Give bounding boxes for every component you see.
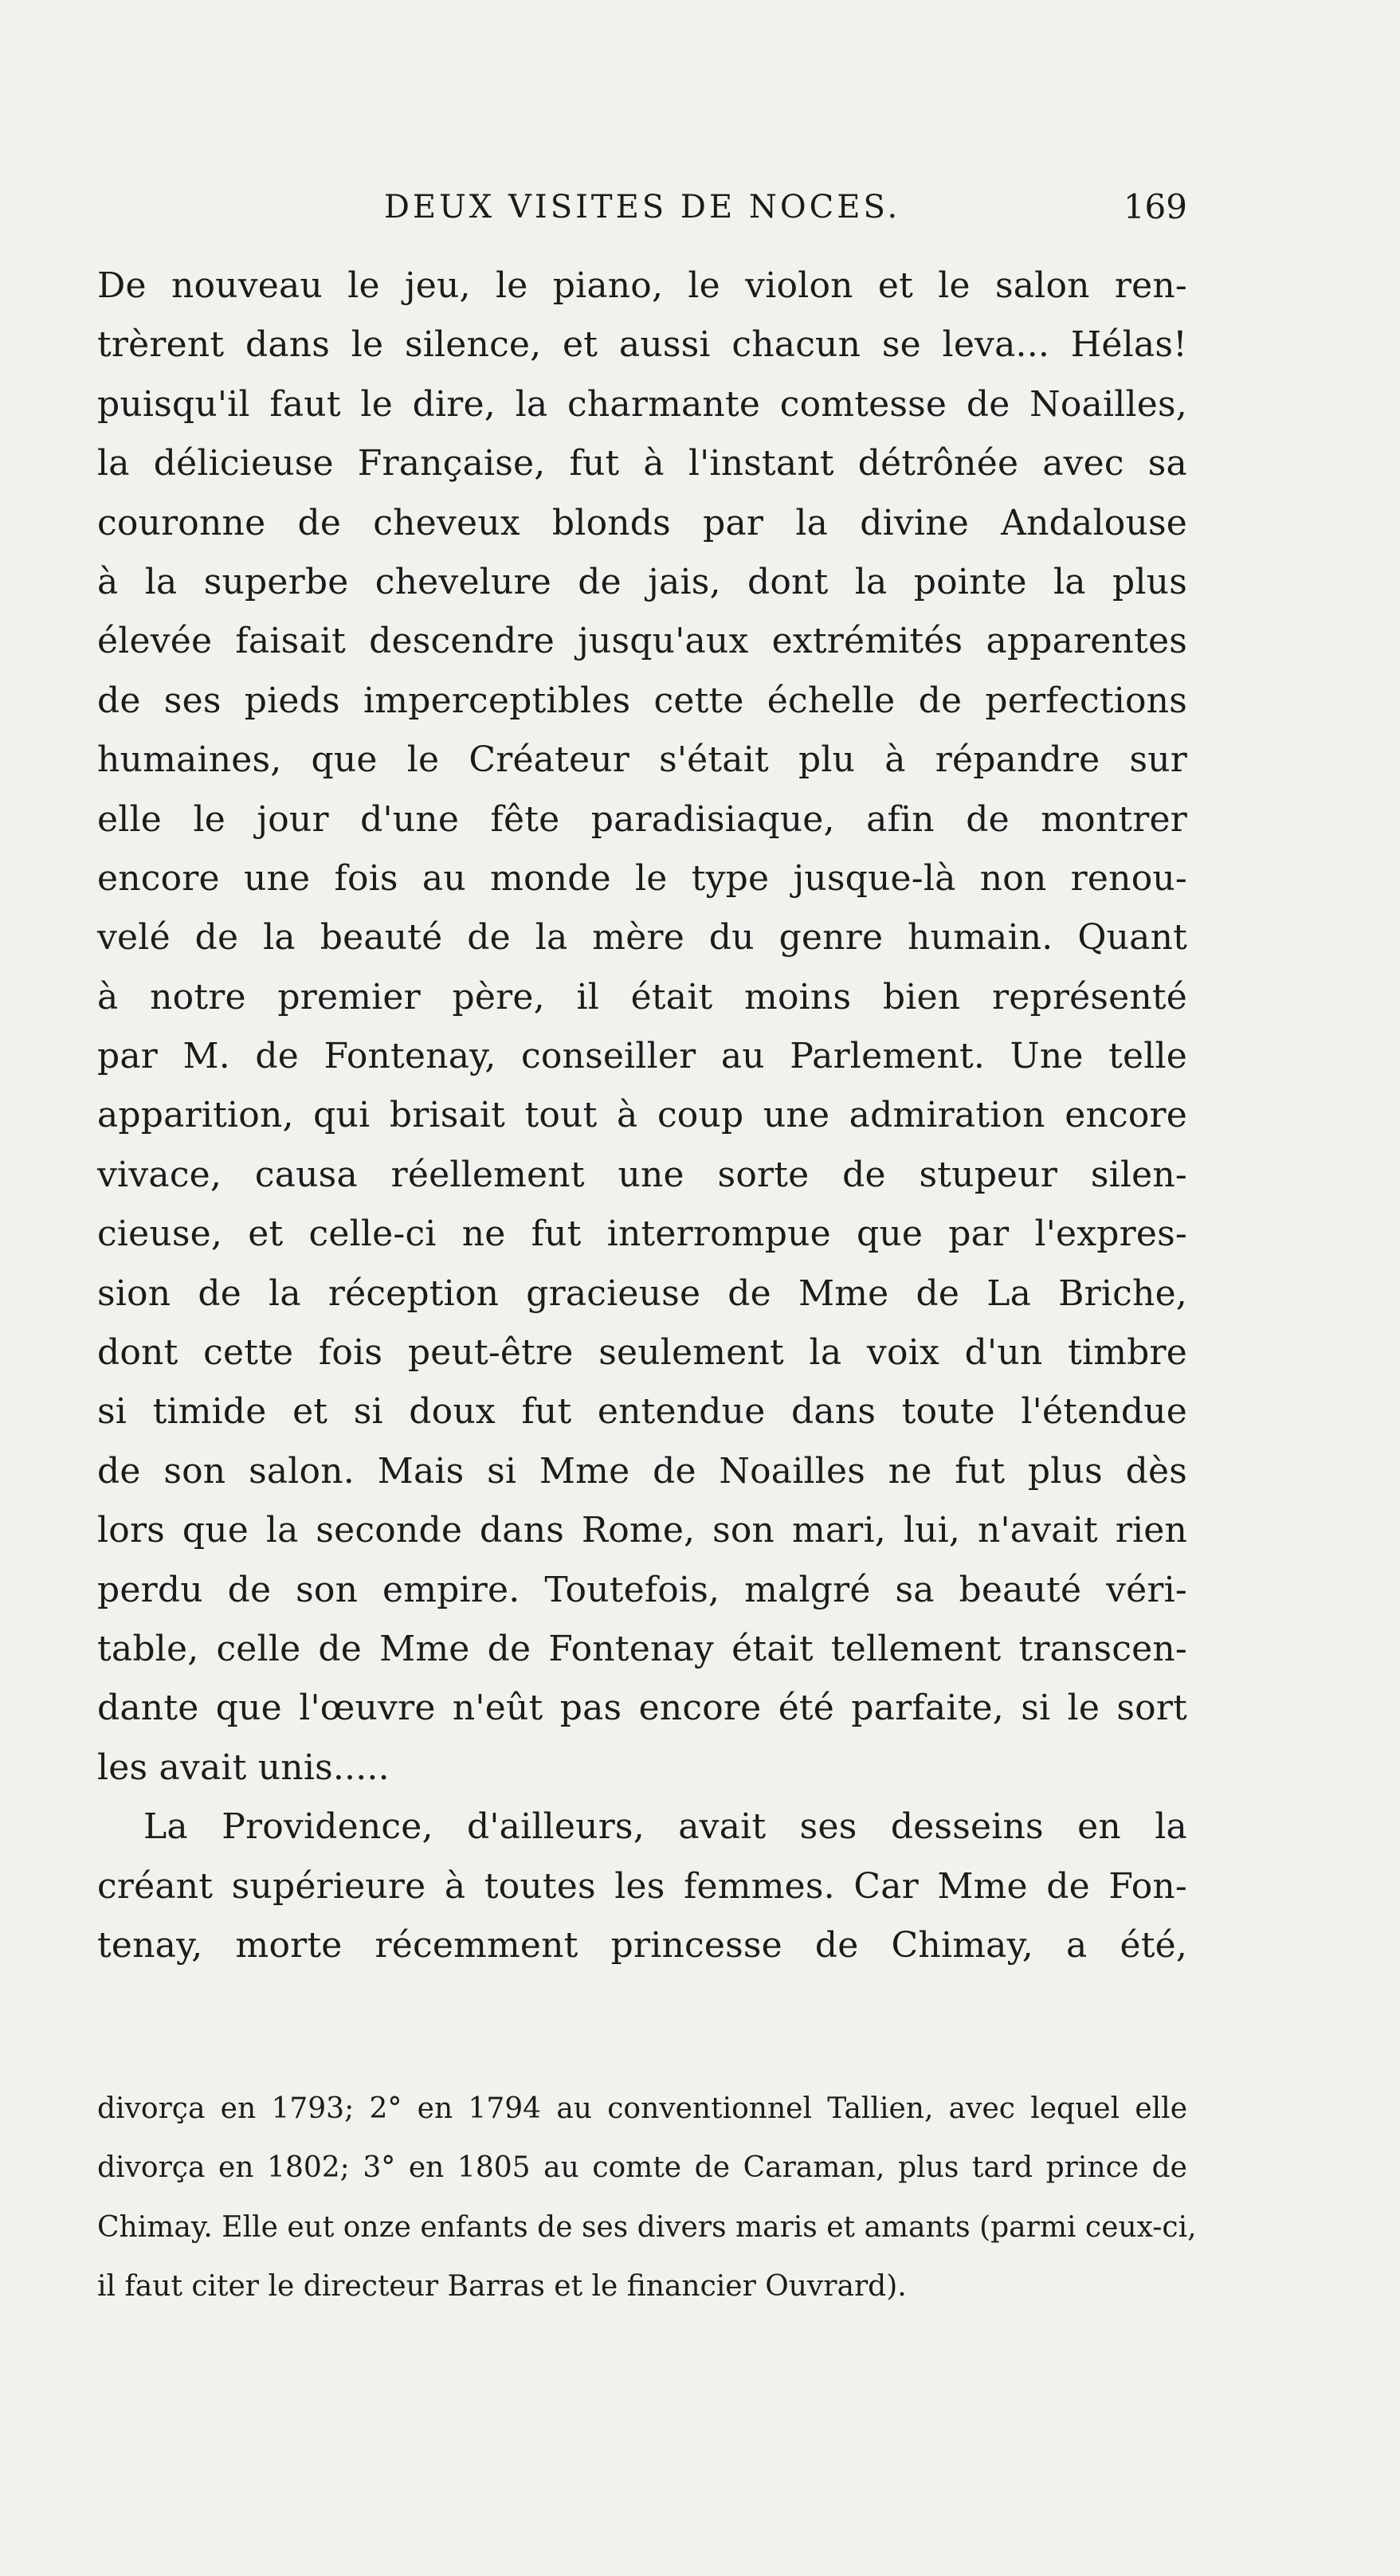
text-line: par M. de Fontenay, conseiller au Parlement. Une telle xyxy=(97,1036,1187,1077)
text-line: couronne de cheveux blonds par la divine Andalouse xyxy=(97,502,1187,543)
running-title: DEUX VISITES DE NOCES. xyxy=(383,189,901,225)
text-line: puisqu'il faut le dire, la charmante comtesse de Noailles, xyxy=(97,383,1187,425)
text-line: la délicieuse Française, fut à l'instant détrônée avec sa xyxy=(97,443,1187,484)
text-line: velé de la beauté de la mère du genre humain. Quant xyxy=(97,917,1187,959)
text-line: créant supérieure à toutes les femmes. Car Mme de Fon- xyxy=(97,1865,1187,1907)
footnote xyxy=(97,2085,1197,2323)
text-line: de ses pieds imperceptibles cette échelle de perfections xyxy=(97,680,1187,721)
text-line: les avait unis..... xyxy=(97,1747,390,1788)
footnote-line: divorça en 1802; 3° en 1805 au comte de Caraman, plus tard prince de xyxy=(97,2151,1187,2185)
text-line: La Providence, d'ailleurs, avait ses desseins en la xyxy=(143,1806,1187,1848)
text-line: si timide et si doux fut entendue dans toute l'étendue xyxy=(97,1391,1187,1433)
text-line: vivace, causa réellement une sorte de stupeur silen- xyxy=(97,1154,1187,1195)
text-line: à notre premier père, il était moins bien représenté xyxy=(97,976,1187,1017)
text-line: dont cette fois peut-être seulement la voix d'un timbre xyxy=(97,1332,1187,1374)
text-line: dante que l'œuvre n'eût pas encore été parfaite, si le sort xyxy=(97,1688,1187,1729)
text-line: de son salon. Mais si Mme de Noailles ne fut plus dès xyxy=(97,1450,1187,1492)
text-line: humaines, que le Créateur s'était plu à répandre sur xyxy=(97,739,1187,781)
text-line: elle le jour d'une fête paradisiaque, afin de montrer xyxy=(97,798,1187,840)
text-line: encore une fois au monde le type jusque-là non renou- xyxy=(97,857,1187,899)
text-line: élevée faisait descendre jusqu'aux extrémités apparentes xyxy=(97,621,1187,662)
text-line: cieuse, et celle-ci ne fut interrompue que par l'expres- xyxy=(97,1214,1187,1255)
footnote-line: divorça en 1793; 2° en 1794 au conventionnel Tallien, avec lequel elle xyxy=(97,2092,1187,2125)
body-text xyxy=(97,257,1187,1975)
page-number: 169 xyxy=(1123,187,1187,226)
text-line: table, celle de Mme de Fontenay était tellement transcen- xyxy=(97,1628,1187,1669)
text-line: lors que la seconde dans Rome, son mari, lui, n'avait rien xyxy=(97,1510,1187,1551)
text-line: apparition, qui brisait tout à coup une admiration encore xyxy=(97,1095,1187,1136)
text-line: tenay, morte récemment princesse de Chimay, a été, xyxy=(97,1924,1187,1966)
footnote-line: Chimay. Elle eut onze enfants de ses divers maris et amants (parmi ceux-ci, xyxy=(97,2210,1197,2244)
text-line: sion de la réception gracieuse de Mme de La Briche, xyxy=(97,1272,1187,1314)
text-line: trèrent dans le silence, et aussi chacun se leva... Hélas! xyxy=(97,324,1187,366)
footnote-line: il faut citer le directeur Barras et le financier Ouvrard). xyxy=(97,2270,907,2304)
running-header xyxy=(97,182,1187,233)
text-line: à la superbe chevelure de jais, dont la pointe la plus xyxy=(97,561,1187,602)
text-line: De nouveau le jeu, le piano, le violon et le salon ren- xyxy=(97,265,1187,306)
text-line: perdu de son empire. Toutefois, malgré sa beauté véri- xyxy=(97,1569,1187,1610)
